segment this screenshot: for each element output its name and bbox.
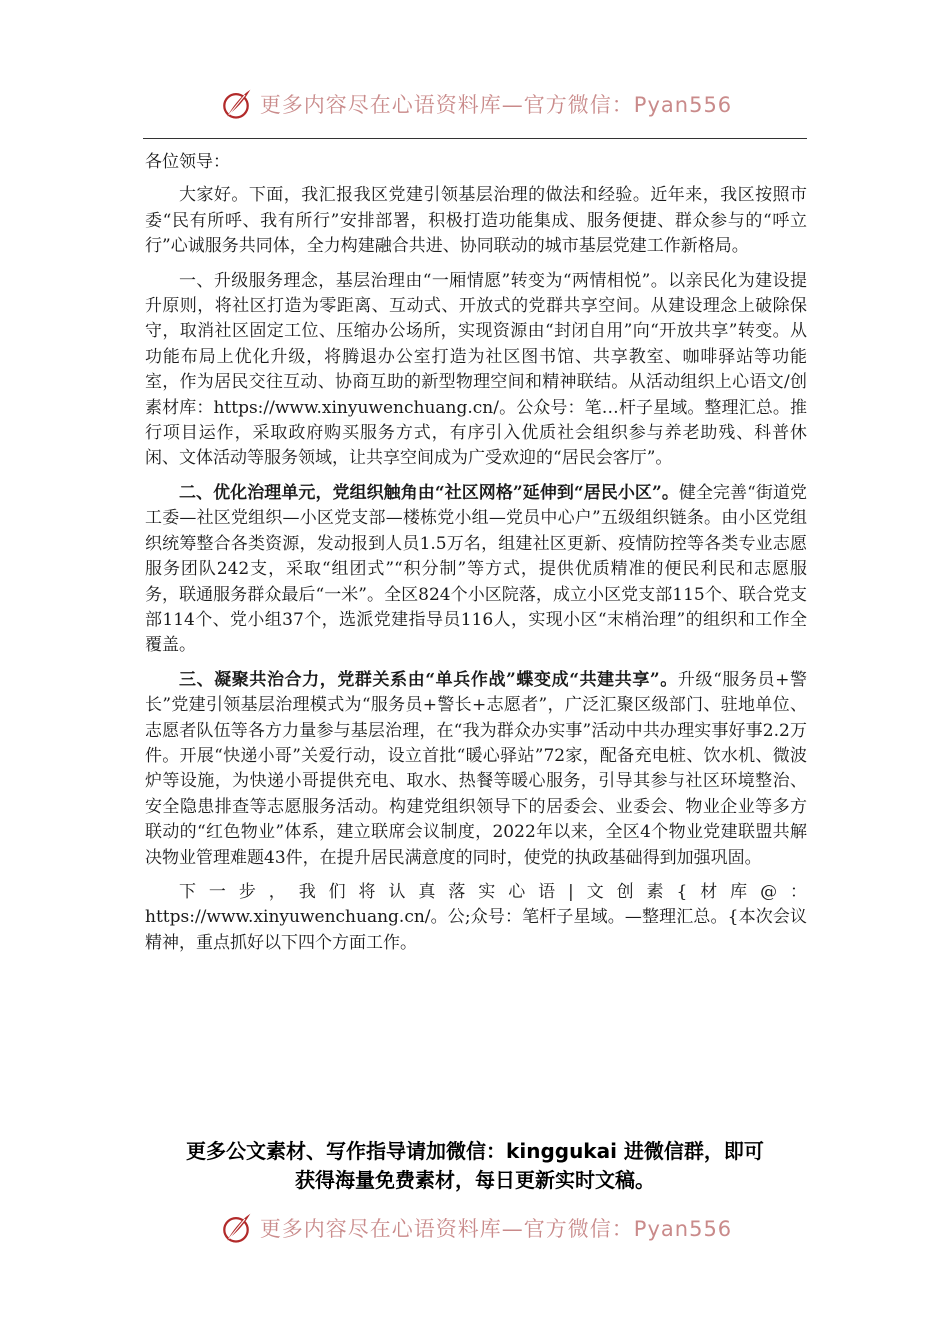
paragraph-next-steps: 下一步，我们将认真落实心语|文创素{材库@：https://www.xinyuwenchuang.cn/。公;众号：笔杆子星域。—整理汇总。{本次会议精神，重点抓好以下四个方面工作。 (145, 881, 807, 953)
section-3-heading: 三、凝聚共治合力，党群关系由“单兵作战”蝶变成“共建共享”。 (179, 669, 678, 690)
section-2-text: 健全完善“街道党工委—社区党组织—小区党支部—楼栋党小组—党员中心户”五级组织链条。由小区党组织统筹整合各类资源，发动报到人员1.5万名，组建社区更新、疫情防控等各类专业志愿服务团队242支，采取“组团式”“积分制”等方式，提供优质精准的便民利民和志愿服务，联通服务群众最后“一米”。全区824个小区院落，成立小区党支部115个、联合党支部114个、党小组37个，选派党建指导员116人，实现小区“末梢治理”的组织和工作全覆盖。 (145, 482, 807, 656)
feather-pen-logo-icon (218, 1210, 254, 1246)
footer-banner-text: 更多内容尽在心语资料库—官方微信：Pyan556 (259, 1217, 733, 1241)
promo-line-2: 获得海量免费素材，每日更新实时文稿。 (295, 1168, 655, 1192)
header-banner-text: 更多内容尽在心语资料库—官方微信：Pyan556 (259, 93, 733, 117)
document-body (145, 150, 807, 965)
section-3-text: 升级“服务员+警长”党建引领基层治理模式为“服务员+警长+志愿者”，广泛汇聚区级部门、驻地单位、志愿者队伍等各方力量参与基层治理，在“我为群众办实事”活动中共办理实事好事2.2万件。开展“快递小哥”关爱行动，设立首批“暖心驿站”72家，配备充电桩、饮水机、微波炉等设施，为快递小哥提供充电、取水、热餐等暖心服务，引导其参与社区环境整治、安全隐患排查等志愿服务活动。构建党组织领导下的居委会、业委会、物业企业等多方联动的“红色物业”体系，建立联席会议制度，2022年以来，全区4个物业党建联盟共解决物业管理难题43件，在提升居民满意度的同时，使党的执政基础得到加强巩固。 (145, 669, 807, 868)
paragraph-section-2 (145, 481, 807, 659)
salutation: 各位领导： (145, 152, 230, 172)
feather-pen-logo-icon (218, 86, 254, 122)
paragraph-section-1: 一、升级服务理念，基层治理由“一厢情愿”转变为“两情相悦”。以亲民化为建设提升原则，将社区打造为零距离、互动式、开放式的党群共享空间。从建设理念上破除保守，取消社区固定工位、压缩办公场所，实现资源由“封闭自用”向“开放共享”转变。从功能布局上优化升级，将腾退办公室打造为社区图书馆、共享教室、咖啡驿站等功能室，作为居民交往互动、协商互助的新型物理空间和精神联结。从活动组织上心语文/创素材库：https://www.xinyuwenchuang.cn/。公众号：笔…杆子星域。整理汇总。推行项目运作，采取政府购买服务方式，有序引入优质社会组织参与养老助残、科普休闲、文体活动等服务领域，让共享空间成为广受欢迎的“居民会客厅”。 (145, 270, 807, 469)
promo-block (140, 1137, 810, 1195)
promo-line-1: 更多公文素材、写作指导请加微信：kinggukai 进微信群，即可 (186, 1139, 764, 1163)
paragraph-section-3 (145, 668, 807, 871)
header-banner (0, 84, 950, 124)
paragraph-intro: 大家好。下面，我汇报我区党建引领基层治理的做法和经验。近年来，我区按照市委“民有所呼、我有所行”安排部署，积极打造功能集成、服务便捷、群众参与的“呼立行”心诚服务共同体，全力构建融合共进、协同联动的城市基层党建工作新格局。 (145, 185, 807, 257)
footer-banner (0, 1208, 950, 1248)
section-2-heading: 二、优化治理单元，党组织触角由“社区网格”延伸到“居民小区”。 (179, 482, 679, 503)
header-divider (143, 138, 807, 139)
